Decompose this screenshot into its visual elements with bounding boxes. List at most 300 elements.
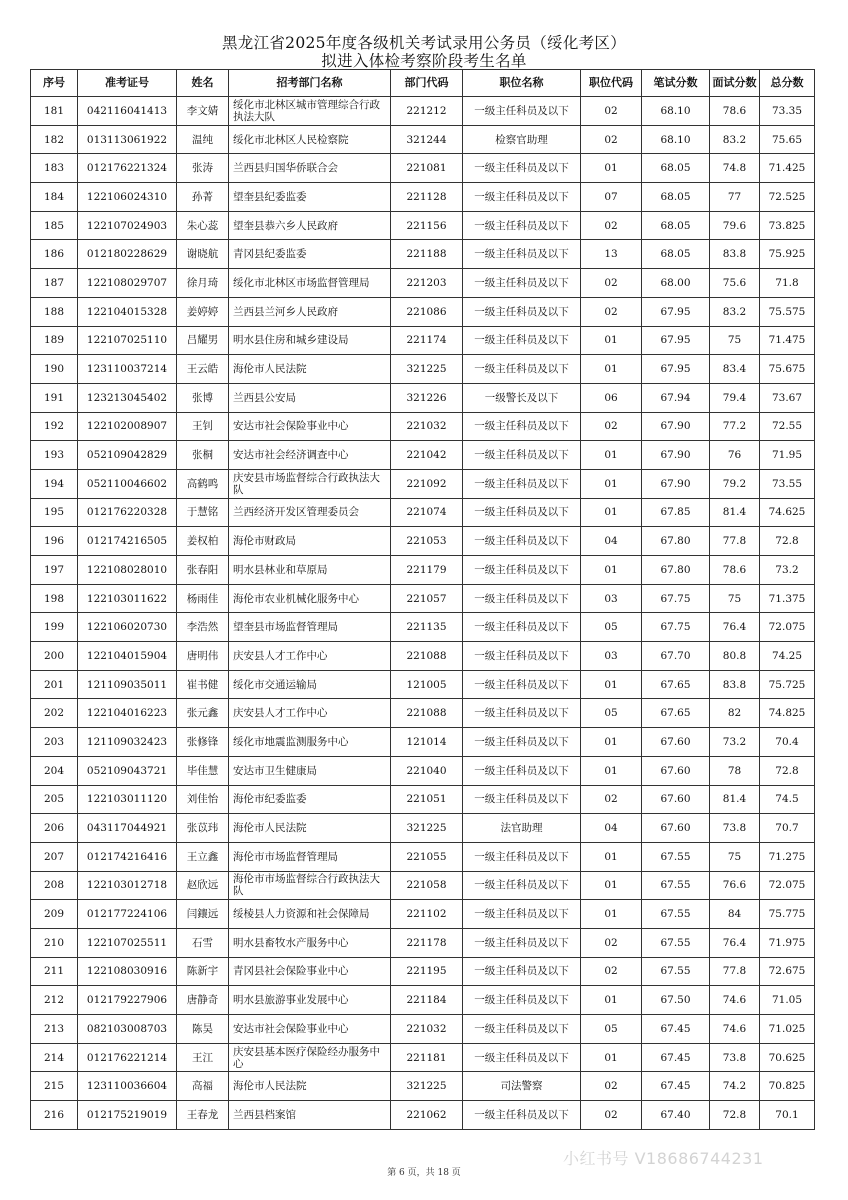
cell-name: 王立鑫: [177, 842, 229, 871]
table-row: [31, 1072, 815, 1101]
cell-written: 68.05: [642, 154, 710, 183]
cell-total: 71.475: [760, 326, 815, 355]
cell-name: 张桐: [177, 441, 229, 470]
cell-seq: 188: [31, 297, 78, 326]
cell-ticket: 122104015328: [78, 297, 177, 326]
cell-position: 一级主任科员及以下: [463, 871, 581, 900]
cell-seq: 208: [31, 871, 78, 900]
cell-position: 一级主任科员及以下: [463, 211, 581, 240]
cell-interview: 76.4: [710, 613, 760, 642]
cell-interview: 73.8: [710, 814, 760, 843]
cell-written: 68.05: [642, 183, 710, 212]
cell-total: 71.025: [760, 1015, 815, 1044]
cell-interview: 74.6: [710, 1015, 760, 1044]
cell-pos-code: 13: [581, 240, 642, 269]
cell-dept-code: 321225: [391, 1072, 463, 1101]
cell-name: 孙菁: [177, 183, 229, 212]
cell-total: 71.375: [760, 584, 815, 613]
cell-written: 67.65: [642, 670, 710, 699]
cell-ticket: 122108029707: [78, 269, 177, 298]
document-title-line1: 黑龙江省2025年度各级机关考试录用公务员（绥化考区）: [221, 34, 627, 52]
cell-position: 一级主任科员及以下: [463, 584, 581, 613]
header-seq: 序号: [31, 70, 78, 97]
cell-interview: 75: [710, 584, 760, 613]
cell-interview: 77: [710, 183, 760, 212]
cell-unit: 兰西县归国华侨联合会: [229, 154, 391, 183]
cell-pos-code: 05: [581, 699, 642, 728]
cell-pos-code: 01: [581, 1043, 642, 1072]
cell-written: 67.85: [642, 498, 710, 527]
cell-interview: 77.8: [710, 957, 760, 986]
cell-position: 一级主任科员及以下: [463, 240, 581, 269]
cell-dept-code: 221102: [391, 900, 463, 929]
cell-written: 67.95: [642, 355, 710, 384]
cell-pos-code: 02: [581, 211, 642, 240]
cell-total: 71.975: [760, 928, 815, 957]
cell-interview: 78.6: [710, 556, 760, 585]
cell-pos-code: 01: [581, 670, 642, 699]
cell-unit: 庆安县人才工作中心: [229, 699, 391, 728]
cell-interview: 78: [710, 756, 760, 785]
cell-total: 72.8: [760, 527, 815, 556]
cell-interview: 74.6: [710, 986, 760, 1015]
cell-pos-code: 01: [581, 986, 642, 1015]
cell-unit: 明水县旅游事业发展中心: [229, 986, 391, 1015]
cell-written: 67.80: [642, 527, 710, 556]
cell-position: 一级主任科员及以下: [463, 986, 581, 1015]
cell-seq: 200: [31, 642, 78, 671]
cell-unit: 安达市社会经济调查中心: [229, 441, 391, 470]
table-row: [31, 297, 815, 326]
cell-ticket: 122102008907: [78, 412, 177, 441]
cell-dept-code: 221181: [391, 1043, 463, 1072]
cell-written: 68.00: [642, 269, 710, 298]
cell-pos-code: 03: [581, 642, 642, 671]
cell-seq: 190: [31, 355, 78, 384]
cell-position: 一级主任科员及以下: [463, 412, 581, 441]
cell-name: 陈昊: [177, 1015, 229, 1044]
cell-interview: 75.6: [710, 269, 760, 298]
cell-unit: 海伦市人民法院: [229, 814, 391, 843]
cell-position: 一级主任科员及以下: [463, 183, 581, 212]
cell-total: 72.525: [760, 183, 815, 212]
cell-dept-code: 221051: [391, 785, 463, 814]
cell-total: 70.625: [760, 1043, 815, 1072]
cell-name: 于慧铭: [177, 498, 229, 527]
candidate-table: [30, 69, 815, 1130]
cell-ticket: 122103011622: [78, 584, 177, 613]
cell-position: 一级主任科员及以下: [463, 441, 581, 470]
cell-pos-code: 01: [581, 900, 642, 929]
cell-ticket: 122107025110: [78, 326, 177, 355]
cell-unit: 望奎县纪委监委: [229, 183, 391, 212]
cell-seq: 198: [31, 584, 78, 613]
cell-ticket: 012180228629: [78, 240, 177, 269]
cell-seq: 209: [31, 900, 78, 929]
document-title-line2: 拟进入体检考察阶段考生名单: [321, 52, 527, 70]
table-row: [31, 728, 815, 757]
cell-ticket: 122108030916: [78, 957, 177, 986]
cell-dept-code: 221128: [391, 183, 463, 212]
cell-total: 73.55: [760, 469, 815, 498]
cell-ticket: 012175219019: [78, 1101, 177, 1130]
cell-interview: 83.8: [710, 670, 760, 699]
cell-written: 67.40: [642, 1101, 710, 1130]
cell-pos-code: 05: [581, 1015, 642, 1044]
cell-unit: 海伦市财政局: [229, 527, 391, 556]
table-row: [31, 670, 815, 699]
cell-dept-code: 321225: [391, 355, 463, 384]
cell-dept-code: 221053: [391, 527, 463, 556]
cell-unit: 兰西县档案馆: [229, 1101, 391, 1130]
table-row: [31, 211, 815, 240]
cell-pos-code: 01: [581, 728, 642, 757]
cell-interview: 82: [710, 699, 760, 728]
cell-unit: 海伦市人民法院: [229, 1072, 391, 1101]
cell-dept-code: 221203: [391, 269, 463, 298]
cell-position: 一级主任科员及以下: [463, 556, 581, 585]
cell-name: 姜婷婷: [177, 297, 229, 326]
cell-seq: 202: [31, 699, 78, 728]
cell-position: 一级主任科员及以下: [463, 269, 581, 298]
cell-unit: 青冈县纪委监委: [229, 240, 391, 269]
cell-pos-code: 01: [581, 842, 642, 871]
cell-seq: 195: [31, 498, 78, 527]
cell-total: 75.65: [760, 125, 815, 154]
cell-pos-code: 06: [581, 383, 642, 412]
cell-dept-code: 121005: [391, 670, 463, 699]
cell-ticket: 122104016223: [78, 699, 177, 728]
cell-interview: 83.2: [710, 297, 760, 326]
cell-ticket: 052109043721: [78, 756, 177, 785]
cell-seq: 211: [31, 957, 78, 986]
cell-name: 徐月琦: [177, 269, 229, 298]
cell-name: 温纯: [177, 125, 229, 154]
cell-name: 张苡玮: [177, 814, 229, 843]
cell-total: 74.25: [760, 642, 815, 671]
cell-ticket: 012176220328: [78, 498, 177, 527]
cell-position: 一级主任科员及以下: [463, 756, 581, 785]
cell-ticket: 012179227906: [78, 986, 177, 1015]
cell-position: 一级主任科员及以下: [463, 842, 581, 871]
header-written: 笔试分数: [642, 70, 710, 97]
cell-pos-code: 01: [581, 469, 642, 498]
cell-pos-code: 02: [581, 1072, 642, 1101]
cell-unit: 海伦市纪委监委: [229, 785, 391, 814]
cell-interview: 72.8: [710, 1101, 760, 1130]
cell-position: 一级主任科员及以下: [463, 527, 581, 556]
cell-unit: 绥化市北林区城市管理综合行政执法大队: [229, 97, 391, 126]
cell-total: 71.05: [760, 986, 815, 1015]
cell-dept-code: 221040: [391, 756, 463, 785]
cell-name: 王江: [177, 1043, 229, 1072]
cell-total: 71.425: [760, 154, 815, 183]
cell-total: 74.825: [760, 699, 815, 728]
cell-dept-code: 221088: [391, 699, 463, 728]
cell-dept-code: 221135: [391, 613, 463, 642]
cell-seq: 199: [31, 613, 78, 642]
table-row: [31, 900, 815, 929]
table-row: [31, 97, 815, 126]
cell-total: 74.625: [760, 498, 815, 527]
cell-unit: 庆安县基本医疗保险经办服务中心: [229, 1043, 391, 1072]
cell-total: 71.275: [760, 842, 815, 871]
cell-interview: 75: [710, 326, 760, 355]
cell-ticket: 052110046602: [78, 469, 177, 498]
cell-position: 一级警长及以下: [463, 383, 581, 412]
cell-ticket: 122107024903: [78, 211, 177, 240]
cell-ticket: 122107025511: [78, 928, 177, 957]
cell-interview: 84: [710, 900, 760, 929]
cell-pos-code: 07: [581, 183, 642, 212]
cell-ticket: 122106020730: [78, 613, 177, 642]
header-interview: 面试分数: [710, 70, 760, 97]
cell-seq: 194: [31, 469, 78, 498]
cell-unit: 安达市卫生健康局: [229, 756, 391, 785]
cell-written: 67.75: [642, 584, 710, 613]
cell-name: 王云皓: [177, 355, 229, 384]
cell-written: 67.80: [642, 556, 710, 585]
cell-interview: 79.6: [710, 211, 760, 240]
cell-pos-code: 01: [581, 154, 642, 183]
cell-position: 一级主任科员及以下: [463, 154, 581, 183]
cell-dept-code: 221184: [391, 986, 463, 1015]
cell-dept-code: 221058: [391, 871, 463, 900]
header-pos-code: 职位代码: [581, 70, 642, 97]
cell-pos-code: 01: [581, 756, 642, 785]
cell-pos-code: 01: [581, 871, 642, 900]
cell-unit: 兰西县兰河乡人民政府: [229, 297, 391, 326]
table-row: [31, 1043, 815, 1072]
cell-dept-code: 221086: [391, 297, 463, 326]
cell-dept-code: 221174: [391, 326, 463, 355]
cell-interview: 77.8: [710, 527, 760, 556]
cell-position: 一级主任科员及以下: [463, 928, 581, 957]
table-row: [31, 871, 815, 900]
cell-unit: 兰西县公安局: [229, 383, 391, 412]
cell-name: 张博: [177, 383, 229, 412]
cell-interview: 81.4: [710, 785, 760, 814]
cell-total: 72.675: [760, 957, 815, 986]
cell-written: 67.55: [642, 900, 710, 929]
table-row: [31, 527, 815, 556]
cell-position: 一级主任科员及以下: [463, 355, 581, 384]
cell-position: 一级主任科员及以下: [463, 1043, 581, 1072]
header-total: 总分数: [760, 70, 815, 97]
cell-position: 一级主任科员及以下: [463, 699, 581, 728]
cell-written: 67.60: [642, 814, 710, 843]
cell-total: 70.825: [760, 1072, 815, 1101]
cell-total: 73.67: [760, 383, 815, 412]
cell-unit: 海伦市农业机械化服务中心: [229, 584, 391, 613]
cell-name: 李浩然: [177, 613, 229, 642]
cell-unit: 绥化市北林区市场监督管理局: [229, 269, 391, 298]
cell-ticket: 122108028010: [78, 556, 177, 585]
table-row: [31, 183, 815, 212]
cell-dept-code: 221179: [391, 556, 463, 585]
cell-interview: 76: [710, 441, 760, 470]
table-row: [31, 1015, 815, 1044]
cell-ticket: 082103008703: [78, 1015, 177, 1044]
cell-pos-code: 05: [581, 613, 642, 642]
cell-written: 67.70: [642, 642, 710, 671]
cell-unit: 海伦市人民法院: [229, 355, 391, 384]
cell-position: 司法警察: [463, 1072, 581, 1101]
cell-position: 一级主任科员及以下: [463, 326, 581, 355]
cell-name: 张元鑫: [177, 699, 229, 728]
cell-unit: 安达市社会保险事业中心: [229, 412, 391, 441]
cell-written: 67.45: [642, 1072, 710, 1101]
header-position: 职位名称: [463, 70, 581, 97]
cell-written: 67.55: [642, 842, 710, 871]
cell-pos-code: 03: [581, 584, 642, 613]
cell-total: 75.775: [760, 900, 815, 929]
table-row: [31, 814, 815, 843]
cell-ticket: 052109042829: [78, 441, 177, 470]
cell-pos-code: 01: [581, 326, 642, 355]
cell-name: 高福: [177, 1072, 229, 1101]
cell-name: 张修锋: [177, 728, 229, 757]
cell-seq: 207: [31, 842, 78, 871]
cell-unit: 明水县住房和城乡建设局: [229, 326, 391, 355]
cell-position: 一级主任科员及以下: [463, 1015, 581, 1044]
cell-pos-code: 02: [581, 412, 642, 441]
cell-name: 毕佳慧: [177, 756, 229, 785]
cell-name: 姜权柏: [177, 527, 229, 556]
cell-seq: 205: [31, 785, 78, 814]
cell-pos-code: 02: [581, 125, 642, 154]
cell-unit: 庆安县市场监督综合行政执法大队: [229, 469, 391, 498]
cell-unit: 兰西经济开发区管理委员会: [229, 498, 391, 527]
cell-unit: 绥化市地震监测服务中心: [229, 728, 391, 757]
cell-written: 67.60: [642, 756, 710, 785]
cell-position: 一级主任科员及以下: [463, 785, 581, 814]
cell-position: 一级主任科员及以下: [463, 1101, 581, 1130]
cell-dept-code: 321244: [391, 125, 463, 154]
cell-position: 一级主任科员及以下: [463, 900, 581, 929]
table-row: [31, 957, 815, 986]
cell-name: 赵欣远: [177, 871, 229, 900]
cell-ticket: 123110036604: [78, 1072, 177, 1101]
cell-written: 67.95: [642, 326, 710, 355]
cell-unit: 海伦市市场监督综合行政执法大队: [229, 871, 391, 900]
cell-written: 67.60: [642, 785, 710, 814]
cell-total: 72.075: [760, 613, 815, 642]
cell-interview: 83.8: [710, 240, 760, 269]
cell-written: 67.94: [642, 383, 710, 412]
cell-pos-code: 02: [581, 97, 642, 126]
cell-written: 67.55: [642, 957, 710, 986]
cell-written: 67.55: [642, 928, 710, 957]
cell-total: 75.925: [760, 240, 815, 269]
cell-name: 李文婧: [177, 97, 229, 126]
cell-dept-code: 221088: [391, 642, 463, 671]
cell-pos-code: 02: [581, 928, 642, 957]
cell-total: 70.7: [760, 814, 815, 843]
cell-name: 刘佳怡: [177, 785, 229, 814]
cell-total: 75.675: [760, 355, 815, 384]
cell-dept-code: 321226: [391, 383, 463, 412]
cell-seq: 187: [31, 269, 78, 298]
cell-total: 73.2: [760, 556, 815, 585]
table-row: [31, 326, 815, 355]
cell-ticket: 122103011120: [78, 785, 177, 814]
cell-dept-code: 221188: [391, 240, 463, 269]
table-row: [31, 642, 815, 671]
cell-dept-code: 221074: [391, 498, 463, 527]
cell-interview: 74.2: [710, 1072, 760, 1101]
page-footer: 第 6 页，共 18 页: [387, 1168, 461, 1178]
cell-name: 王钊: [177, 412, 229, 441]
cell-written: 68.05: [642, 240, 710, 269]
table-row: [31, 269, 815, 298]
table-row: [31, 1101, 815, 1130]
cell-dept-code: 121014: [391, 728, 463, 757]
cell-position: 一级主任科员及以下: [463, 642, 581, 671]
cell-seq: 214: [31, 1043, 78, 1072]
cell-total: 73.825: [760, 211, 815, 240]
cell-dept-code: 221032: [391, 1015, 463, 1044]
header-dept-code: 部门代码: [391, 70, 463, 97]
cell-unit: 绥化市交通运输局: [229, 670, 391, 699]
cell-written: 67.90: [642, 469, 710, 498]
table-row: [31, 928, 815, 957]
table-row: [31, 412, 815, 441]
cell-name: 张春阳: [177, 556, 229, 585]
cell-seq: 182: [31, 125, 78, 154]
cell-interview: 79.2: [710, 469, 760, 498]
cell-interview: 74.8: [710, 154, 760, 183]
cell-interview: 73.2: [710, 728, 760, 757]
cell-dept-code: 221032: [391, 412, 463, 441]
cell-ticket: 043117044921: [78, 814, 177, 843]
cell-position: 一级主任科员及以下: [463, 957, 581, 986]
cell-dept-code: 221195: [391, 957, 463, 986]
cell-position: 一级主任科员及以下: [463, 97, 581, 126]
cell-unit: 安达市社会保险事业中心: [229, 1015, 391, 1044]
cell-ticket: 012174216416: [78, 842, 177, 871]
cell-pos-code: 04: [581, 527, 642, 556]
table-row: [31, 613, 815, 642]
cell-dept-code: 321225: [391, 814, 463, 843]
cell-seq: 184: [31, 183, 78, 212]
cell-interview: 83.2: [710, 125, 760, 154]
cell-name: 朱心蕊: [177, 211, 229, 240]
cell-position: 一级主任科员及以下: [463, 670, 581, 699]
cell-unit: 庆安县人才工作中心: [229, 642, 391, 671]
cell-written: 67.45: [642, 1043, 710, 1072]
cell-interview: 80.8: [710, 642, 760, 671]
cell-total: 73.35: [760, 97, 815, 126]
cell-pos-code: 02: [581, 297, 642, 326]
cell-unit: 明水县林业和草原局: [229, 556, 391, 585]
header-name: 姓名: [177, 70, 229, 97]
cell-interview: 83.4: [710, 355, 760, 384]
cell-interview: 76.6: [710, 871, 760, 900]
cell-written: 67.65: [642, 699, 710, 728]
cell-seq: 203: [31, 728, 78, 757]
cell-interview: 75: [710, 842, 760, 871]
cell-pos-code: 02: [581, 785, 642, 814]
cell-ticket: 012176221214: [78, 1043, 177, 1072]
cell-name: 高鹤鸣: [177, 469, 229, 498]
cell-written: 67.90: [642, 412, 710, 441]
cell-position: 检察官助理: [463, 125, 581, 154]
cell-name: 闫鑲远: [177, 900, 229, 929]
cell-dept-code: 221062: [391, 1101, 463, 1130]
cell-position: 一级主任科员及以下: [463, 469, 581, 498]
cell-total: 71.95: [760, 441, 815, 470]
